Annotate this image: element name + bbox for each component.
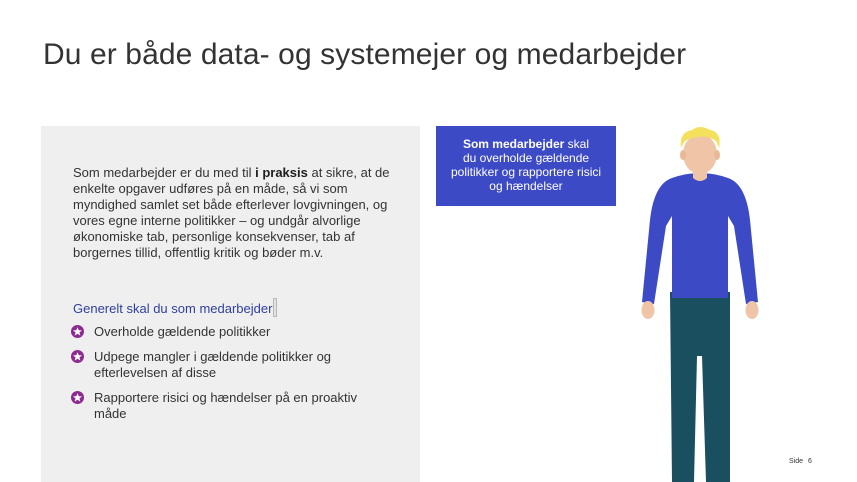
face-shape [683,134,717,174]
list-item-text: Udpege mangler i gældende politikker og efterlevelsen af disse [94,349,332,380]
left-hand-shape [642,301,655,319]
star-icon [71,325,84,338]
callout-text-body: du overholde gældende politikker og rapportere risici og hændelser [450,151,602,193]
pants-shape [670,292,730,482]
page-number [789,458,812,465]
right-ear-shape [714,150,720,160]
person-illustration [636,124,764,482]
page-number-value: 6 [808,458,812,465]
callout-box [436,126,616,206]
slide-title: Du er både data- og systemejer og medarbejder [43,38,687,71]
general-heading [73,298,277,317]
callout-text-lead: skal [564,137,590,151]
list-item [70,349,390,381]
bullet-list [70,324,390,422]
page-number-label: Side [789,458,804,465]
right-arm-shape [728,178,758,304]
list-item [70,324,390,340]
right-hand-shape [746,301,759,319]
star-icon [71,391,84,404]
list-item-text: Overholde gældende politikker [94,324,271,339]
list-item-text: Rapportere risici og hændelser på en proaktiv måde [94,390,358,421]
star-icon [71,350,84,363]
left-ear-shape [680,150,686,160]
left-arm-shape [642,178,672,304]
intro-text-after: at sikre, at de enkelte opgaver udføres på en måde, så vi som myndighed samlet set både efterlever lovgivningen, og vores egne interne politikker – og undgår alvorlige økonomiske tab, personlige konsekvenser, tab af borgernes tillid, offentlig kritik og bøder m.v. [73,165,390,260]
callout-emphasis: Som medarbejder [462,137,565,151]
sweater-shape [672,173,728,298]
list-item [70,390,390,422]
text-cursor-marker [273,298,277,317]
general-heading-text: Generelt skal du som medarbejder [73,301,273,316]
intro-text-before: Som medarbejder er du med til [73,165,256,180]
intro-paragraph [73,165,413,261]
intro-emphasis: i praksis [255,165,308,180]
